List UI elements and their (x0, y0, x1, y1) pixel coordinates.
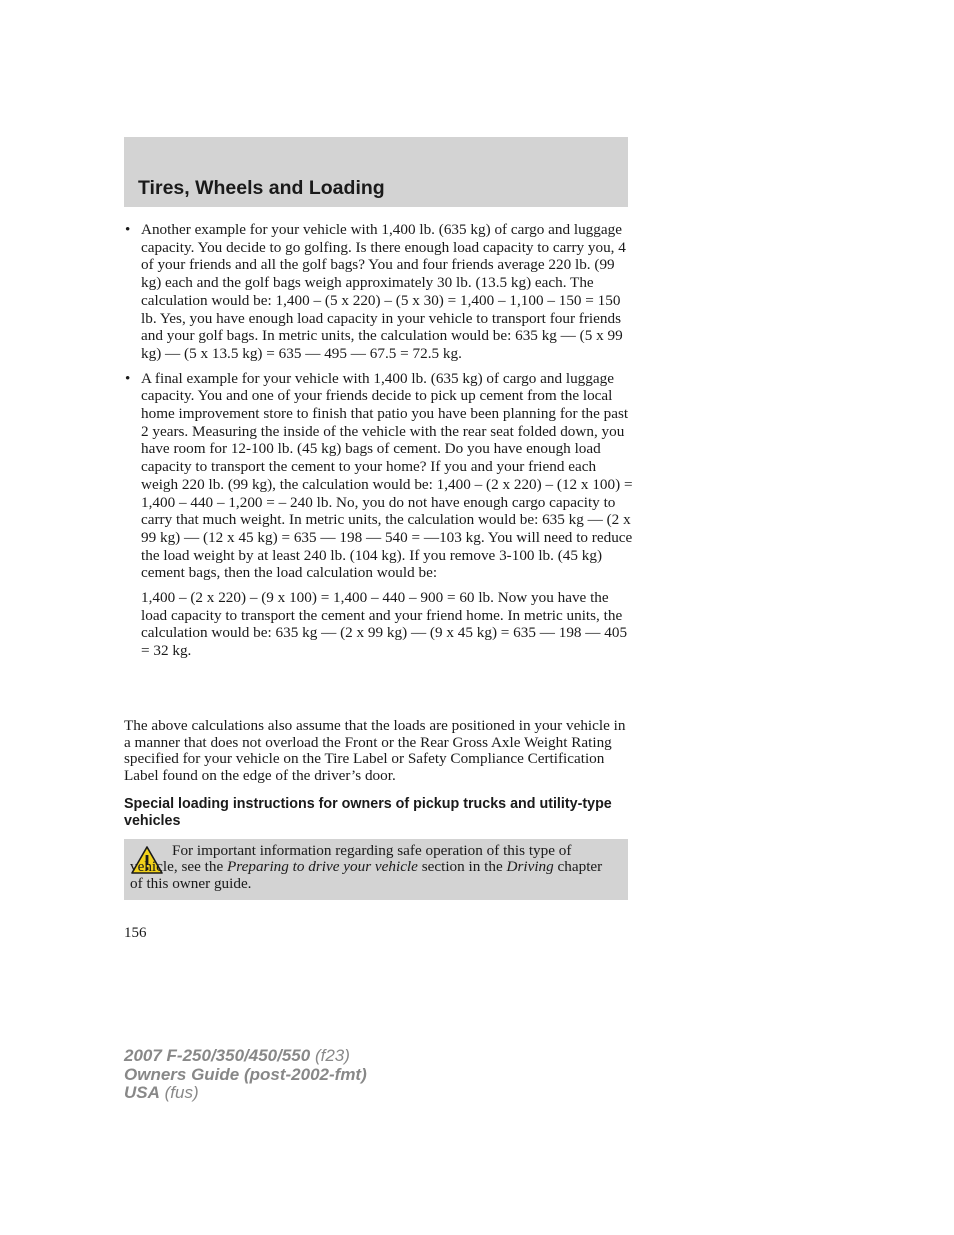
bullet-continuation: 1,400 – (2 x 220) – (9 x 100) = 1,400 – 440 – 900 = 60 lb. Now you have the load capacity to transport the cement and your friend home. In metric units, the calculation would be: 635 kg — (2 x 99 kg) — (9 x 45 kg) = 635 — 198 — 405 = 32 kg. (141, 589, 628, 660)
footer-line-3 (124, 1084, 367, 1103)
bullet-text: • A final example for your vehicle with 1,400 lb. (635 kg) of cargo and luggage capacity. You and one of your friends decide to pick up cement from the local home improvement store to finish that patio you have been planning for the past 2 years. Measuring the inside of the vehicle with the rear seat folded down, you have room for 12-100 lb. (45 kg) bags of cement. Do you have enough load capacity to transport the cement to your home? If you and your friend each weigh 220 lb. (99 kg), the calculation would be: 1,400 – (2 x 220) – (12 x 100) = 1,400 – 440 – 1,200 = – 240 lb. No, you do not have enough cargo capacity to carry that much weight. In metric units, the calculation would be: 635 kg — (2 x 99 kg) — (12 x 45 kg) = 635 — 198 — 540 = —103 kg. You will need to reduce the load weight by at least 240 lb. (104 kg). If you remove 3-100 lb. (45 kg) cement bags, then the load calculation would be: (141, 369, 633, 582)
warning-box (124, 839, 628, 900)
warning-text-part: For important information regarding safe operation of this type of vehicle, see the (130, 842, 572, 876)
footer-line-1 (124, 1047, 367, 1066)
warning-ref-preparing: Preparing to drive your vehicle (226, 858, 418, 876)
warning-ref-driving: Driving (506, 858, 554, 876)
subheading: Special loading instructions for owners of pickup trucks and utility-type vehicles (124, 796, 612, 829)
warning-text (130, 843, 616, 892)
footer-model-code: (f23) (310, 1046, 350, 1065)
page-number: 156 (124, 925, 147, 941)
body-paragraph: The above calculations also assume that the loads are positioned in your vehicle in a manner that does not overload the Front or the Rear Gross Axle Weight Rating specified for your vehicle on the Tire Label or Safety Compliance Certification Label found on the edge of the driver’s door. (124, 717, 626, 784)
footer-market-code: (fus) (159, 1083, 199, 1102)
bullet-text: • Another example for your vehicle with 1,400 lb. (635 kg) of cargo and luggage capacity. You decide to go golfing. Is there enough load capacity to carry you, 4 of your friends and all the golf bags? You and four friends average 220 lb. (99 kg) each and the golf bags weigh approximately 30 lb. (13.5 kg) each. The calculation would be: 1,400 – (5 x 220) – (5 x 30) = 1,400 – 1,100 – 150 = 150 lb. Yes, you have enough load capacity in your vehicle to transport four friends and your golf bags. In metric units, the calculation would be: 635 kg — (5 x 99 kg) — (5 x 13.5 kg) = 635 — 495 — 67.5 = 72.5 kg. (141, 221, 626, 362)
footer-model: 2007 F-250/350/450/550 (124, 1046, 311, 1065)
section-title: Tires, Wheels and Loading (138, 177, 385, 199)
warning-text-part: section in the (417, 858, 507, 876)
bullet-item-golf (124, 221, 634, 363)
footer-imprint (124, 1047, 367, 1103)
footer-market: USA (124, 1083, 160, 1102)
bullet-item-cement (124, 370, 634, 660)
bullet-list (124, 221, 634, 667)
footer-line-2: Owners Guide (post-2002-fmt) (124, 1064, 367, 1084)
warning-text-part: chapter of this owner guide. (130, 858, 603, 892)
